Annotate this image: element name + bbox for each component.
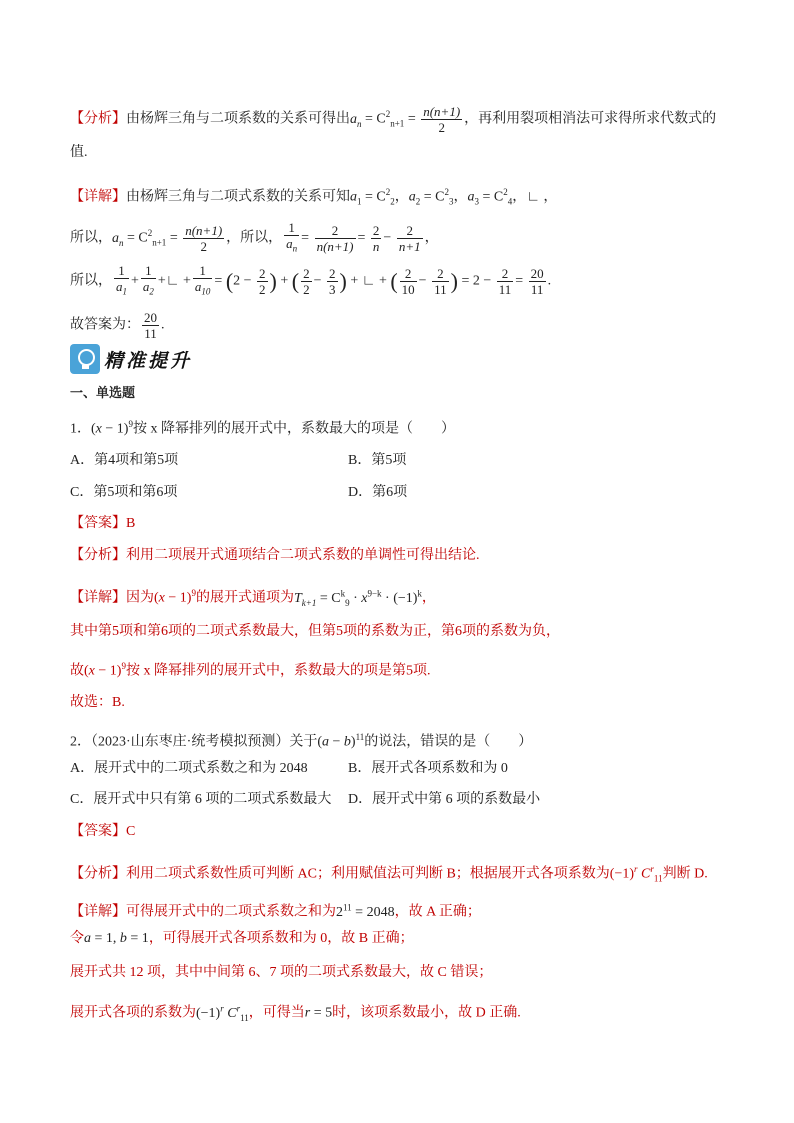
- answer-tag: 【答案】: [70, 824, 126, 839]
- q2-option-a: A．展开式中的二项式系数之和为 2048: [70, 761, 308, 776]
- section-subtitle: 一、单选题: [70, 385, 136, 400]
- q2-detail-line2: 令a = 1, b = 1，可得展开式各项系数和为 0，故 B 正确；: [70, 931, 414, 946]
- q2-detail-line4: 展开式各项的系数为$(-1)^r$ $C^r_{11}$，可得当r = 5时，该项系数最小，故 D 正确.: [70, 1003, 521, 1023]
- detail-tag: 【详解】: [70, 904, 126, 920]
- detail-text: 由杨辉三角与二项式系数的关系可知: [126, 189, 350, 205]
- p1-analysis-cont: 值.: [70, 145, 88, 160]
- section-header: [70, 342, 192, 376]
- question-text: 按 x 降幂排列的展开式中，系数最大的项是（ ）: [132, 421, 455, 437]
- q1-option-c: C．第5项和第6项: [70, 485, 178, 500]
- q1-option-b: B．第5项: [348, 453, 407, 468]
- question-number: 2．: [70, 734, 91, 750]
- analysis-tag: 【分析】: [70, 111, 126, 127]
- lightbulb-icon: [70, 344, 100, 374]
- q1-detail: 【详解】因为$(x - 1)^9$的展开式通项为$T_{k+1} = C^k_9 \cdot x^{9-k} \cdot (-1)^k$，: [70, 588, 436, 608]
- q1-option-a: A．第4项和第5项: [70, 453, 179, 468]
- answer-value: C: [126, 824, 136, 839]
- q2-detail-line3: 展开式共 12 项，其中中间第 6、7 项的二项式系数最大，故 C 错误；: [70, 965, 493, 980]
- p1-so-line-1: 所以，$a_n = C^2_{n+1}$ = $\frac{n(n+1)}{2}$ ，所以， $\frac{1}{a_n}$ = $\frac{2}{n(n+1)}$ = $\frac{2}{n}$ − $\frac{2}{n+1}$ ，: [70, 220, 439, 254]
- q1-select: 故选：B.: [70, 695, 125, 710]
- q1-option-d: D．第6项: [348, 485, 408, 500]
- analysis-text: ，再利用裂项相消法可求得所求代数式的: [464, 111, 717, 127]
- q2-option-b: B．展开式各项系数和为 0: [348, 761, 508, 776]
- q1-stem: 1．$(x - 1)^9$按 x 降幂排列的展开式中，系数最大的项是（ ）: [70, 419, 455, 437]
- analysis-text: 由杨辉三角与二项系数的关系可得出: [126, 111, 350, 127]
- p1-analysis-line: 【分析】由杨辉三角与二项系数的关系可得出$a_n = C^2_{n+1}$ = $\frac{n(n+1)}{2}$ ，再利用裂项相消法可求得所求代数式的: [70, 104, 717, 135]
- so-text: 所以，: [70, 273, 112, 289]
- q2-detail: 【详解】可得展开式中的二项式系数之和为$2^{11} = 2048$，故 A 正确；: [70, 902, 481, 920]
- q2-answer: [70, 822, 135, 842]
- q1-detail-line3: 故$(x - 1)^9$按 x 降幂排列的展开式中，系数最大的项是第5项.: [70, 661, 431, 679]
- question-number: 1．: [70, 421, 91, 437]
- q1-answer: [70, 514, 135, 534]
- q2-analysis: 【分析】利用二项式系数性质可判断 AC；利用赋值法可判断 B；根据展开式各项系数为$(-1)^r$ $C^r_{11}$判断 D.: [70, 864, 708, 884]
- p1-detail-line: 【详解】由杨辉三角与二项式系数的关系可知$a_1 = C^2_2$，$a_2 = C^2_3$，$a_3 = C^2_4$，∟ ，: [70, 187, 558, 207]
- formula: $a_n$: [350, 111, 362, 129]
- q2-stem: 2．（2023·山东枣庄·统考模拟预测）关于$(a - b)^{11}$的说法，错误的是（ ）: [70, 732, 533, 750]
- answer-prefix: 故答案为：: [70, 317, 140, 333]
- so-text: 所以，: [70, 230, 112, 246]
- q1-detail-line2: 其中第5项和第6项的二项式系数最大，但第5项的系数为正，第6项的系数为负，: [70, 624, 560, 639]
- detail-tag: 【详解】: [70, 189, 126, 205]
- detail-tag: 【详解】: [70, 590, 126, 606]
- analysis-tag: 【分析】: [70, 866, 126, 882]
- question-source: （2023·山东枣庄·统考模拟预测）关于: [91, 734, 318, 750]
- q2-option-d: D．展开式中第 6 项的系数最小: [348, 792, 541, 807]
- section-title: 精准提升: [104, 349, 193, 372]
- answer-tag: 【答案】: [70, 516, 126, 531]
- q1-analysis: [70, 546, 480, 566]
- analysis-text: 利用二项展开式通项结合二项式系数的单调性可得出结论.: [126, 548, 480, 563]
- analysis-tag: 【分析】: [70, 548, 126, 563]
- q2-option-c: C．展开式中只有第 6 项的二项式系数最大: [70, 792, 332, 807]
- p1-answer-line: 故答案为： $\frac{20}{11}$ .: [70, 310, 165, 341]
- p1-so-line-2: 所以， $\frac{1}{a_1}$ + $\frac{1}{a_2}$ +∟ + $\frac{1}{a_{10}}$ = (2 − $\frac{2}{2}$ ) + ( $\frac{2}{2}$ − $\frac{2}{3}$ ) + ∟ + ( $\frac{2}{10}$ − $\frac{2}{11}$ ) = 2 − $\frac{2}{11}$ = $\frac{20}{11}$ .: [70, 263, 552, 297]
- answer-value: B: [126, 516, 136, 531]
